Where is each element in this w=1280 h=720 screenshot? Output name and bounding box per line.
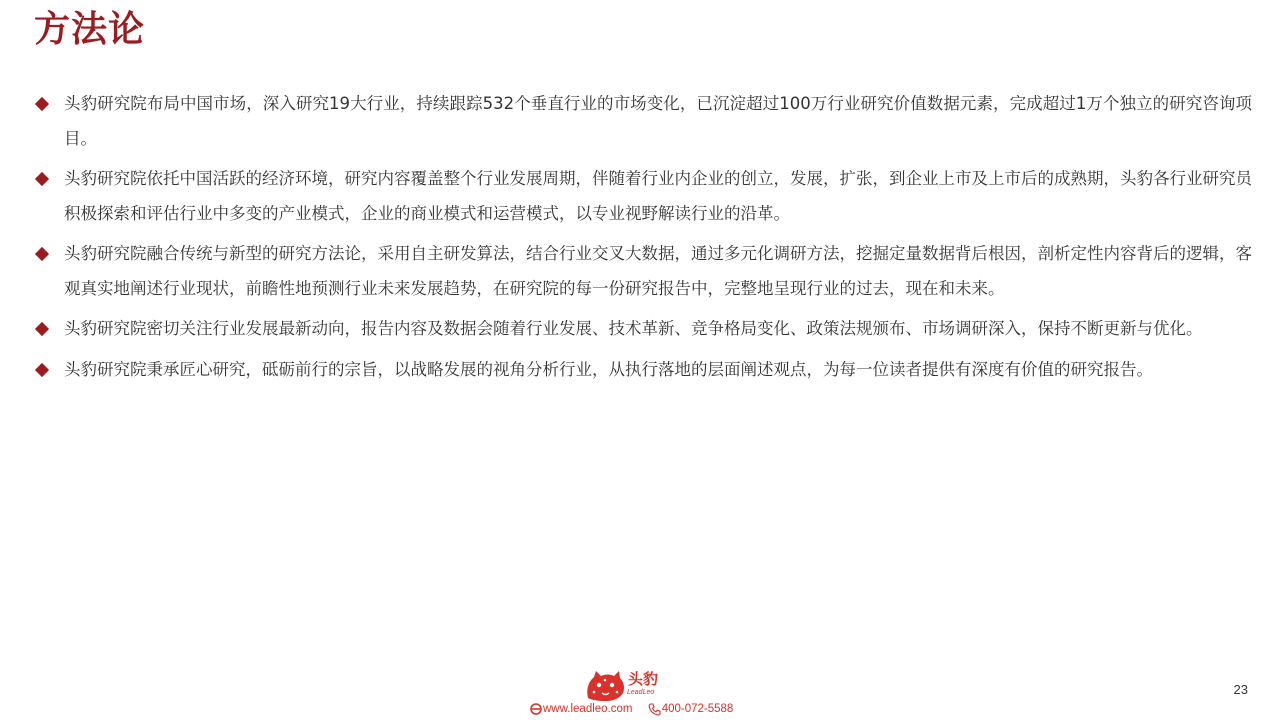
phone-icon xyxy=(648,703,661,716)
logo-english-text: LeadLeo xyxy=(627,689,655,696)
bullet-item xyxy=(34,353,1252,388)
diamond-bullet-icon xyxy=(35,172,49,186)
website-link[interactable]: www.leadleo.com xyxy=(543,703,633,715)
phone-group xyxy=(648,703,734,715)
bullet-list xyxy=(34,87,1252,393)
web-e-icon xyxy=(530,703,542,715)
bullet-item xyxy=(34,162,1252,231)
footer xyxy=(0,664,1280,720)
bullet-item xyxy=(34,312,1252,347)
bullet-text: 头豹研究院密切关注行业发展最新动向，报告内容及数据会随着行业发展、技术革新、竞争格局变化、政策法规颁布、市场调研深入，保持不断更新与优化。 xyxy=(64,319,1203,338)
diamond-bullet-icon xyxy=(35,322,49,336)
logo-chinese-text: 头豹 xyxy=(628,670,659,688)
bullet-text: 头豹研究院布局中国市场，深入研究19大行业，持续跟踪532个垂直行业的市场变化，已沉淀超过100万行业研究价值数据元素，完成超过1万个独立的研究咨询项目。 xyxy=(64,94,1252,148)
bullet-text: 头豹研究院融合传统与新型的研究方法论，采用自主研发算法，结合行业交叉大数据，通过多元化调研方法，挖掘定量数据背后根因，剖析定性内容背后的逻辑，客观真实地阐述行业现状，前瞻性地预测行业未来发展趋势，在研究院的每一份研究报告中，完整地呈现行业的过去，现在和未来。 xyxy=(64,244,1252,298)
bullet-item xyxy=(34,87,1252,156)
leopard-head-icon xyxy=(584,668,626,702)
page-title: 方法论 xyxy=(34,9,146,50)
diamond-bullet-icon xyxy=(35,362,49,376)
bullet-item xyxy=(34,237,1252,306)
phone-number: 400-072-5588 xyxy=(661,703,734,715)
diamond-bullet-icon xyxy=(35,97,49,111)
bullet-text: 头豹研究院依托中国活跃的经济环境，研究内容覆盖整个行业发展周期，伴随着行业内企业的创立，发展，扩张，到企业上市及上市后的成熟期，头豹各行业研究员积极探索和评估行业中多变的产业模式，企业的商业模式和运营模式，以专业视野解读行业的沿革。 xyxy=(64,169,1252,223)
brand-logo xyxy=(584,668,674,702)
contact-info xyxy=(530,701,733,717)
website-group[interactable] xyxy=(530,703,636,715)
diamond-bullet-icon xyxy=(35,247,49,261)
page-number: 23 xyxy=(1233,682,1248,697)
bullet-text: 头豹研究院秉承匠心研究，砥砺前行的宗旨，以战略发展的视角分析行业，从执行落地的层面阐述观点，为每一位读者提供有深度有价值的研究报告。 xyxy=(64,359,1153,379)
